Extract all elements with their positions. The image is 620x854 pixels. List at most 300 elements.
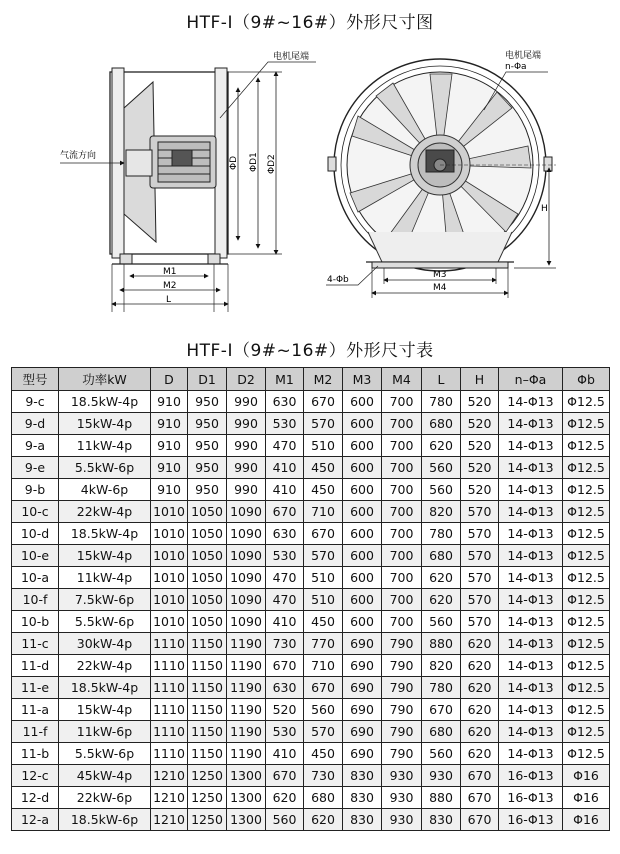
- table-cell: 730: [304, 765, 343, 787]
- table-cell: 700: [382, 611, 422, 633]
- table-cell: 11-a: [12, 699, 59, 721]
- table-row: [12, 479, 610, 501]
- table-cell: 770: [304, 633, 343, 655]
- dim-label-M3: M3: [433, 270, 447, 280]
- column-header: H: [461, 368, 499, 391]
- table-cell: 820: [422, 501, 461, 523]
- table-cell: 600: [343, 589, 382, 611]
- table-cell: 570: [461, 567, 499, 589]
- table-cell: 670: [461, 765, 499, 787]
- table-cell: 600: [343, 435, 382, 457]
- table-cell: 520: [461, 479, 499, 501]
- table-cell: 14-Φ13: [499, 545, 563, 567]
- hub: [126, 150, 152, 176]
- table-cell: 16-Φ13: [499, 765, 563, 787]
- table-cell: 670: [422, 699, 461, 721]
- table-cell: 830: [343, 809, 382, 831]
- table-cell: 560: [422, 457, 461, 479]
- table-cell: 620: [422, 567, 461, 589]
- table-cell: 780: [422, 677, 461, 699]
- table-cell: 1250: [188, 809, 227, 831]
- table-cell: Φ12.5: [563, 567, 610, 589]
- table-cell: 710: [304, 501, 343, 523]
- table-cell: 700: [382, 501, 422, 523]
- table-cell: 710: [304, 655, 343, 677]
- table-cell: 11-b: [12, 743, 59, 765]
- table-cell: 520: [461, 391, 499, 413]
- table-row: [12, 501, 610, 523]
- front-motor-tail-label: 电机尾端: [505, 51, 542, 61]
- table-cell: 1090: [227, 501, 266, 523]
- table-row: [12, 677, 610, 699]
- table-cell: 11kW-6p: [59, 721, 151, 743]
- table-row: [12, 699, 610, 721]
- table-cell: 1300: [227, 809, 266, 831]
- table-row: [12, 391, 610, 413]
- table-cell: Φ12.5: [563, 545, 610, 567]
- table-cell: 14-Φ13: [499, 413, 563, 435]
- table-cell: 450: [304, 457, 343, 479]
- table-cell: 410: [266, 457, 304, 479]
- table-cell: 600: [343, 413, 382, 435]
- table-row: [12, 567, 610, 589]
- table-cell: 14-Φ13: [499, 699, 563, 721]
- dim-label-M1: M1: [163, 267, 177, 277]
- table-cell: 1090: [227, 589, 266, 611]
- table-cell: 670: [266, 655, 304, 677]
- table-cell: 1190: [227, 699, 266, 721]
- table-cell: 570: [461, 523, 499, 545]
- table-cell: 14-Φ13: [499, 391, 563, 413]
- table-cell: Φ12.5: [563, 655, 610, 677]
- table-row: [12, 809, 610, 831]
- table-cell: 1150: [188, 633, 227, 655]
- table-cell: 910: [151, 457, 188, 479]
- table-cell: 45kW-4p: [59, 765, 151, 787]
- column-header: D: [151, 368, 188, 391]
- table-cell: 910: [151, 479, 188, 501]
- table-cell: 5.5kW-6p: [59, 457, 151, 479]
- table-cell: 1090: [227, 611, 266, 633]
- table-cell: 680: [422, 413, 461, 435]
- table-cell: 5.5kW-6p: [59, 743, 151, 765]
- table-cell: Φ16: [563, 809, 610, 831]
- column-header: M4: [382, 368, 422, 391]
- table-cell: 1150: [188, 721, 227, 743]
- table-cell: 1190: [227, 633, 266, 655]
- table-cell: 450: [304, 611, 343, 633]
- table-cell: 670: [304, 677, 343, 699]
- dim-label-M4: M4: [433, 283, 447, 293]
- table-cell: 880: [422, 633, 461, 655]
- table-cell: Φ12.5: [563, 501, 610, 523]
- table-cell: 990: [227, 457, 266, 479]
- table-cell: 11kW-4p: [59, 567, 151, 589]
- column-header: n–Φa: [499, 368, 563, 391]
- table-cell: 510: [304, 567, 343, 589]
- table-row: [12, 611, 610, 633]
- table-cell: 620: [461, 633, 499, 655]
- table-cell: 600: [343, 567, 382, 589]
- table-cell: 790: [382, 699, 422, 721]
- table-cell: Φ12.5: [563, 523, 610, 545]
- table-cell: 11-c: [12, 633, 59, 655]
- table-cell: 14-Φ13: [499, 479, 563, 501]
- dim-label-H: H: [541, 204, 548, 214]
- table-cell: 22kW-6p: [59, 787, 151, 809]
- table-row: [12, 413, 610, 435]
- table-cell: 11-d: [12, 655, 59, 677]
- table-cell: 4kW-6p: [59, 479, 151, 501]
- table-cell: Φ12.5: [563, 589, 610, 611]
- table-cell: 1150: [188, 677, 227, 699]
- table-cell: 7.5kW-6p: [59, 589, 151, 611]
- table-cell: 570: [461, 611, 499, 633]
- table-cell: 1010: [151, 523, 188, 545]
- table-cell: 510: [304, 589, 343, 611]
- table-cell: 14-Φ13: [499, 457, 563, 479]
- table-cell: Φ12.5: [563, 435, 610, 457]
- table-cell: 700: [382, 545, 422, 567]
- table-cell: 600: [343, 611, 382, 633]
- table-cell: 14-Φ13: [499, 743, 563, 765]
- table-cell: 1250: [188, 765, 227, 787]
- table-cell: 910: [151, 413, 188, 435]
- table-cell: 600: [343, 479, 382, 501]
- table-cell: 1210: [151, 809, 188, 831]
- table-cell: 520: [461, 413, 499, 435]
- table-cell: 14-Φ13: [499, 655, 563, 677]
- table-cell: 690: [343, 655, 382, 677]
- table-cell: 560: [266, 809, 304, 831]
- column-header: D1: [188, 368, 227, 391]
- foot-hole-label: 4-Φb: [327, 275, 349, 285]
- table-cell: 1110: [151, 655, 188, 677]
- table-cell: 1300: [227, 787, 266, 809]
- table-cell: 700: [382, 567, 422, 589]
- table-cell: 620: [461, 677, 499, 699]
- table-cell: 620: [461, 721, 499, 743]
- table-cell: 1090: [227, 523, 266, 545]
- table-cell: 22kW-4p: [59, 655, 151, 677]
- table-cell: 910: [151, 391, 188, 413]
- table-row: [12, 633, 610, 655]
- table-cell: 1210: [151, 787, 188, 809]
- table-cell: 9-e: [12, 457, 59, 479]
- dim-label-M2: M2: [163, 281, 177, 291]
- table-cell: 670: [461, 809, 499, 831]
- table-cell: 670: [304, 523, 343, 545]
- table-cell: 620: [266, 787, 304, 809]
- table-cell: 450: [304, 743, 343, 765]
- table-row: [12, 721, 610, 743]
- table-cell: 14-Φ13: [499, 567, 563, 589]
- table-cell: 22kW-4p: [59, 501, 151, 523]
- table-cell: 16-Φ13: [499, 809, 563, 831]
- table-cell: 670: [266, 501, 304, 523]
- table-cell: 600: [343, 545, 382, 567]
- table-cell: 11kW-4p: [59, 435, 151, 457]
- table-cell: Φ12.5: [563, 677, 610, 699]
- table-cell: 990: [227, 435, 266, 457]
- table-cell: 530: [266, 721, 304, 743]
- table-cell: 630: [266, 523, 304, 545]
- table-cell: 930: [382, 765, 422, 787]
- table-cell: 10-e: [12, 545, 59, 567]
- table-cell: Φ12.5: [563, 699, 610, 721]
- table-row: [12, 655, 610, 677]
- table-cell: 790: [382, 743, 422, 765]
- front-hole-label: n-Φa: [505, 62, 527, 72]
- table-cell: 14-Φ13: [499, 501, 563, 523]
- table-cell: 830: [422, 809, 461, 831]
- table-cell: 570: [304, 545, 343, 567]
- table-cell: 620: [461, 743, 499, 765]
- table-cell: 12-d: [12, 787, 59, 809]
- table-cell: 470: [266, 435, 304, 457]
- table-cell: 12-a: [12, 809, 59, 831]
- airflow-label: 气流方向: [60, 151, 97, 161]
- table-cell: 18.5kW-4p: [59, 677, 151, 699]
- table-cell: 10-c: [12, 501, 59, 523]
- table-cell: 1090: [227, 567, 266, 589]
- table-cell: 10-d: [12, 523, 59, 545]
- front-view: [326, 59, 556, 298]
- table-cell: 700: [382, 523, 422, 545]
- table-cell: 570: [304, 721, 343, 743]
- table-cell: 690: [343, 699, 382, 721]
- table-cell: 12-c: [12, 765, 59, 787]
- table-cell: 630: [266, 391, 304, 413]
- table-cell: 560: [422, 611, 461, 633]
- table-cell: 690: [343, 677, 382, 699]
- table-cell: 1050: [188, 545, 227, 567]
- table-cell: 410: [266, 479, 304, 501]
- column-header: Φb: [563, 368, 610, 391]
- table-cell: 14-Φ13: [499, 523, 563, 545]
- table-cell: 15kW-4p: [59, 545, 151, 567]
- table-cell: 690: [343, 721, 382, 743]
- table-cell: 690: [343, 633, 382, 655]
- table-cell: 930: [382, 787, 422, 809]
- table-cell: 1050: [188, 567, 227, 589]
- table-cell: 18.5kW-6p: [59, 809, 151, 831]
- table-cell: 450: [304, 479, 343, 501]
- table-cell: Φ16: [563, 787, 610, 809]
- table-cell: 1050: [188, 501, 227, 523]
- table-cell: 14-Φ13: [499, 677, 563, 699]
- table-cell: 1190: [227, 677, 266, 699]
- table-cell: 10-a: [12, 567, 59, 589]
- table-cell: 560: [422, 479, 461, 501]
- table-cell: 9-d: [12, 413, 59, 435]
- column-header: M1: [266, 368, 304, 391]
- table-cell: 1150: [188, 655, 227, 677]
- column-header: M3: [343, 368, 382, 391]
- table-cell: 15kW-4p: [59, 413, 151, 435]
- table-cell: 5.5kW-6p: [59, 611, 151, 633]
- table-cell: 680: [422, 545, 461, 567]
- table-cell: 520: [266, 699, 304, 721]
- table-cell: 14-Φ13: [499, 721, 563, 743]
- table-cell: 880: [422, 787, 461, 809]
- drawing-title: HTF-Ⅰ（9#~16#）外形尺寸图: [186, 13, 434, 33]
- table-cell: 790: [382, 655, 422, 677]
- column-header: L: [422, 368, 461, 391]
- table-cell: Φ12.5: [563, 413, 610, 435]
- table-row: [12, 545, 610, 567]
- table-cell: 1010: [151, 501, 188, 523]
- table-cell: 780: [422, 391, 461, 413]
- table-cell: 630: [266, 677, 304, 699]
- table-cell: 1300: [227, 765, 266, 787]
- table-cell: 1250: [188, 787, 227, 809]
- table-cell: 830: [343, 787, 382, 809]
- column-header: 型号: [12, 368, 59, 391]
- table-cell: 700: [382, 589, 422, 611]
- dim-label-D: ΦD: [229, 155, 239, 170]
- dimension-drawing: [0, 36, 620, 326]
- table-cell: 690: [343, 743, 382, 765]
- table-cell: 9-b: [12, 479, 59, 501]
- table-cell: 1050: [188, 589, 227, 611]
- table-cell: 950: [188, 479, 227, 501]
- table-cell: 620: [304, 809, 343, 831]
- table-cell: 10-b: [12, 611, 59, 633]
- table-cell: 990: [227, 479, 266, 501]
- table-cell: 14-Φ13: [499, 633, 563, 655]
- table-row: [12, 787, 610, 809]
- table-cell: 820: [422, 655, 461, 677]
- table-cell: 600: [343, 457, 382, 479]
- table-cell: 620: [422, 589, 461, 611]
- table-cell: 670: [304, 391, 343, 413]
- table-cell: 620: [461, 655, 499, 677]
- dim-label-D1: ΦD1: [249, 152, 259, 172]
- table-cell: 510: [304, 435, 343, 457]
- table-cell: 560: [304, 699, 343, 721]
- table-cell: 790: [382, 633, 422, 655]
- table-row: [12, 435, 610, 457]
- table-cell: 910: [151, 435, 188, 457]
- table-cell: 1110: [151, 633, 188, 655]
- table-cell: 700: [382, 413, 422, 435]
- table-cell: Φ16: [563, 765, 610, 787]
- table-cell: 1050: [188, 523, 227, 545]
- table-cell: 9-c: [12, 391, 59, 413]
- table-body: [12, 391, 610, 831]
- table-cell: 1190: [227, 721, 266, 743]
- table-cell: 790: [382, 721, 422, 743]
- table-cell: 1090: [227, 545, 266, 567]
- table-row: [12, 457, 610, 479]
- table-cell: 570: [461, 589, 499, 611]
- table-cell: 1190: [227, 655, 266, 677]
- table-cell: 18.5kW-4p: [59, 391, 151, 413]
- table-cell: 680: [304, 787, 343, 809]
- table-cell: 520: [461, 457, 499, 479]
- table-cell: 700: [382, 457, 422, 479]
- table-cell: 930: [382, 809, 422, 831]
- table-cell: 9-a: [12, 435, 59, 457]
- table-cell: 410: [266, 611, 304, 633]
- table-cell: 670: [461, 787, 499, 809]
- table-header-row: [12, 368, 610, 391]
- table-cell: Φ12.5: [563, 479, 610, 501]
- table-row: [12, 523, 610, 545]
- table-cell: 520: [461, 435, 499, 457]
- table-cell: 10-f: [12, 589, 59, 611]
- table-cell: 620: [461, 699, 499, 721]
- table-cell: 700: [382, 391, 422, 413]
- table-title: HTF-Ⅰ（9#~16#）外形尺寸表: [186, 341, 434, 361]
- table-row: [12, 589, 610, 611]
- table-cell: 11-e: [12, 677, 59, 699]
- table-cell: 1010: [151, 545, 188, 567]
- table-cell: 1110: [151, 677, 188, 699]
- table-cell: 1010: [151, 567, 188, 589]
- table-cell: 990: [227, 413, 266, 435]
- table-cell: 470: [266, 589, 304, 611]
- table-row: [12, 765, 610, 787]
- table-cell: 700: [382, 435, 422, 457]
- table-cell: 600: [343, 523, 382, 545]
- table-cell: 18.5kW-4p: [59, 523, 151, 545]
- table-cell: 950: [188, 457, 227, 479]
- dimension-table: [11, 367, 610, 831]
- column-header: 功率kW: [59, 368, 151, 391]
- table-cell: 14-Φ13: [499, 589, 563, 611]
- terminal-box: [172, 150, 192, 166]
- dim-label-D2: ΦD2: [267, 154, 277, 174]
- table-cell: 14-Φ13: [499, 611, 563, 633]
- side-motor-tail-label: 电机尾端: [273, 52, 310, 62]
- table-cell: 1050: [188, 611, 227, 633]
- table-row: [12, 743, 610, 765]
- table-cell: 11-f: [12, 721, 59, 743]
- column-header: D2: [227, 368, 266, 391]
- table-cell: 930: [422, 765, 461, 787]
- table-cell: 1190: [227, 743, 266, 765]
- table-cell: 730: [266, 633, 304, 655]
- table-cell: 570: [461, 501, 499, 523]
- table-cell: 15kW-4p: [59, 699, 151, 721]
- table-cell: 1010: [151, 611, 188, 633]
- table-cell: 530: [266, 413, 304, 435]
- column-header: M2: [304, 368, 343, 391]
- table-cell: 600: [343, 391, 382, 413]
- table-cell: Φ12.5: [563, 611, 610, 633]
- table-cell: Φ12.5: [563, 743, 610, 765]
- table-cell: 410: [266, 743, 304, 765]
- table-cell: 780: [422, 523, 461, 545]
- table-cell: 600: [343, 501, 382, 523]
- table-cell: 990: [227, 391, 266, 413]
- table-cell: 470: [266, 567, 304, 589]
- table-cell: 950: [188, 391, 227, 413]
- table-cell: 620: [422, 435, 461, 457]
- table-cell: 1110: [151, 743, 188, 765]
- table-cell: Φ12.5: [563, 391, 610, 413]
- table-cell: 560: [422, 743, 461, 765]
- table-cell: Φ12.5: [563, 457, 610, 479]
- table-cell: 1210: [151, 765, 188, 787]
- outlet-flange: [215, 68, 227, 258]
- table-cell: 830: [343, 765, 382, 787]
- table-cell: 1110: [151, 721, 188, 743]
- table-cell: 700: [382, 479, 422, 501]
- table-cell: 1110: [151, 699, 188, 721]
